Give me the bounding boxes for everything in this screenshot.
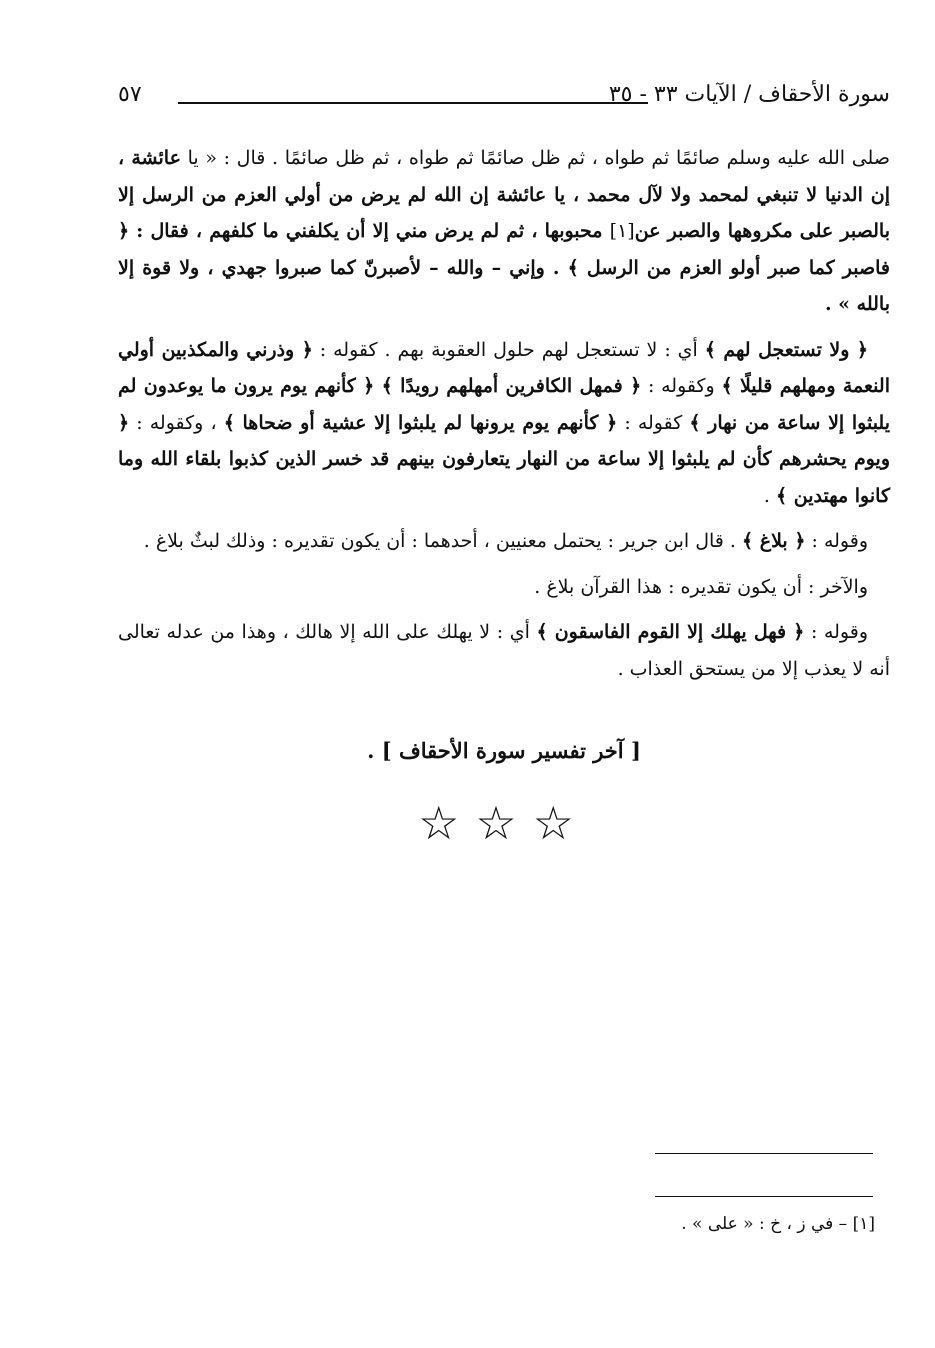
footnote: [١] – في ز ، خ : « على » . <box>681 1214 875 1234</box>
commentary-text: وقوله : <box>804 621 868 643</box>
commentary-text: وكقوله : <box>641 375 722 397</box>
commentary-text: ، وكقوله : <box>129 411 224 434</box>
commentary-text: . <box>763 484 777 507</box>
commentary-text: أي : لا تستعجل لهم حلول العقوبة بهم . كقوله : <box>312 338 705 361</box>
commentary-text: . قال ابن جرير : يحتمل معنيين ، أحدهما : أن يكون تقديره : وذلك لبثٌ بلاغ . <box>143 530 742 552</box>
main-text <box>118 140 890 696</box>
paragraph <box>118 140 890 323</box>
page-header <box>118 82 890 122</box>
quoted-text: عائشة ، إن الدنيا لا تنبغي لمحمد ولا لآل محمد ، يا عائشة إن الله لم يرض من أولي العزم من الرسل إلا بالصبر على مكروهها والصبر عن <box>118 147 890 242</box>
commentary-text: والآخر : أن يكون تقديره : هذا القرآن بلاغ . <box>534 575 868 598</box>
commentary-text: كقوله : <box>617 411 690 434</box>
header-rule <box>178 102 648 104</box>
quoted-text: ﴿ ويوم يحشرهم كأن لم يلبثوا إلا ساعة من النهار يتعارفون بينهم قد خسر الذين كذبوا بلقاء الله وما كانوا مهتدين ﴾ <box>118 411 890 507</box>
paragraph <box>118 614 890 687</box>
quoted-text: ﴿ وذرني والمكذبين أولي النعمة ومهلهم قليلًا ﴾ <box>118 338 890 397</box>
page-number: ٥٧ <box>118 82 142 107</box>
paragraph <box>118 332 890 515</box>
section-end-stars: ☆☆☆ <box>418 796 590 850</box>
quoted-text: ﴿ ولا تستعجل لهم ﴾ <box>704 338 869 361</box>
commentary-text: وقوله : <box>805 530 868 552</box>
quoted-text: ﴿ فمهل الكافرين أمهلهم رويدًا ﴾ ﴿ كأنهم يوم يرون ما يوعدون لم يلبثوا إلا ساعة من نهار ﴾ <box>118 375 891 434</box>
commentary-text: [١] <box>609 220 635 242</box>
commentary-text: أي : لا يهلك على الله إلا هالك ، وهذا من عدله تعالى أنه لا يعذب إلا من يستحق العذاب . <box>118 621 890 680</box>
closing-line: [ آخر تفسير سورة الأحقاف ] . <box>367 738 641 763</box>
quoted-text: محبوبها ، ثم لم يرض مني إلا أن يكلفني ما كلفهم ، فقال : ﴿ فاصبر كما صبر أولو العزم من الرسل ﴾ . وإني – والله – لأصبرنّ كما صبروا جهدي ، ولا قوة إلا بالله » . <box>118 220 890 315</box>
paragraph <box>118 523 890 560</box>
running-title: سورة الأحقاف / الآيات ٣٣ - ٣٥ <box>608 82 890 107</box>
commentary-text: صلى الله عليه وسلم صائمًا ثم طواه ، ثم ظل صائمًا ثم طواه ، ثم ظل صائمًا . قال : « يا <box>180 147 890 169</box>
footnote-rule-top <box>655 1153 873 1154</box>
quoted-text: ﴿ كأنهم يوم يرونها لم يلبثوا إلا عشية أو ضحاها ﴾ <box>223 411 618 434</box>
quoted-text: ﴿ بلاغ ﴾ <box>742 530 806 552</box>
footnote-rule-bottom <box>655 1196 873 1197</box>
paragraph <box>118 569 890 606</box>
quoted-text: ﴿ فهل يهلك إلا القوم الفاسقون ﴾ <box>536 621 805 643</box>
